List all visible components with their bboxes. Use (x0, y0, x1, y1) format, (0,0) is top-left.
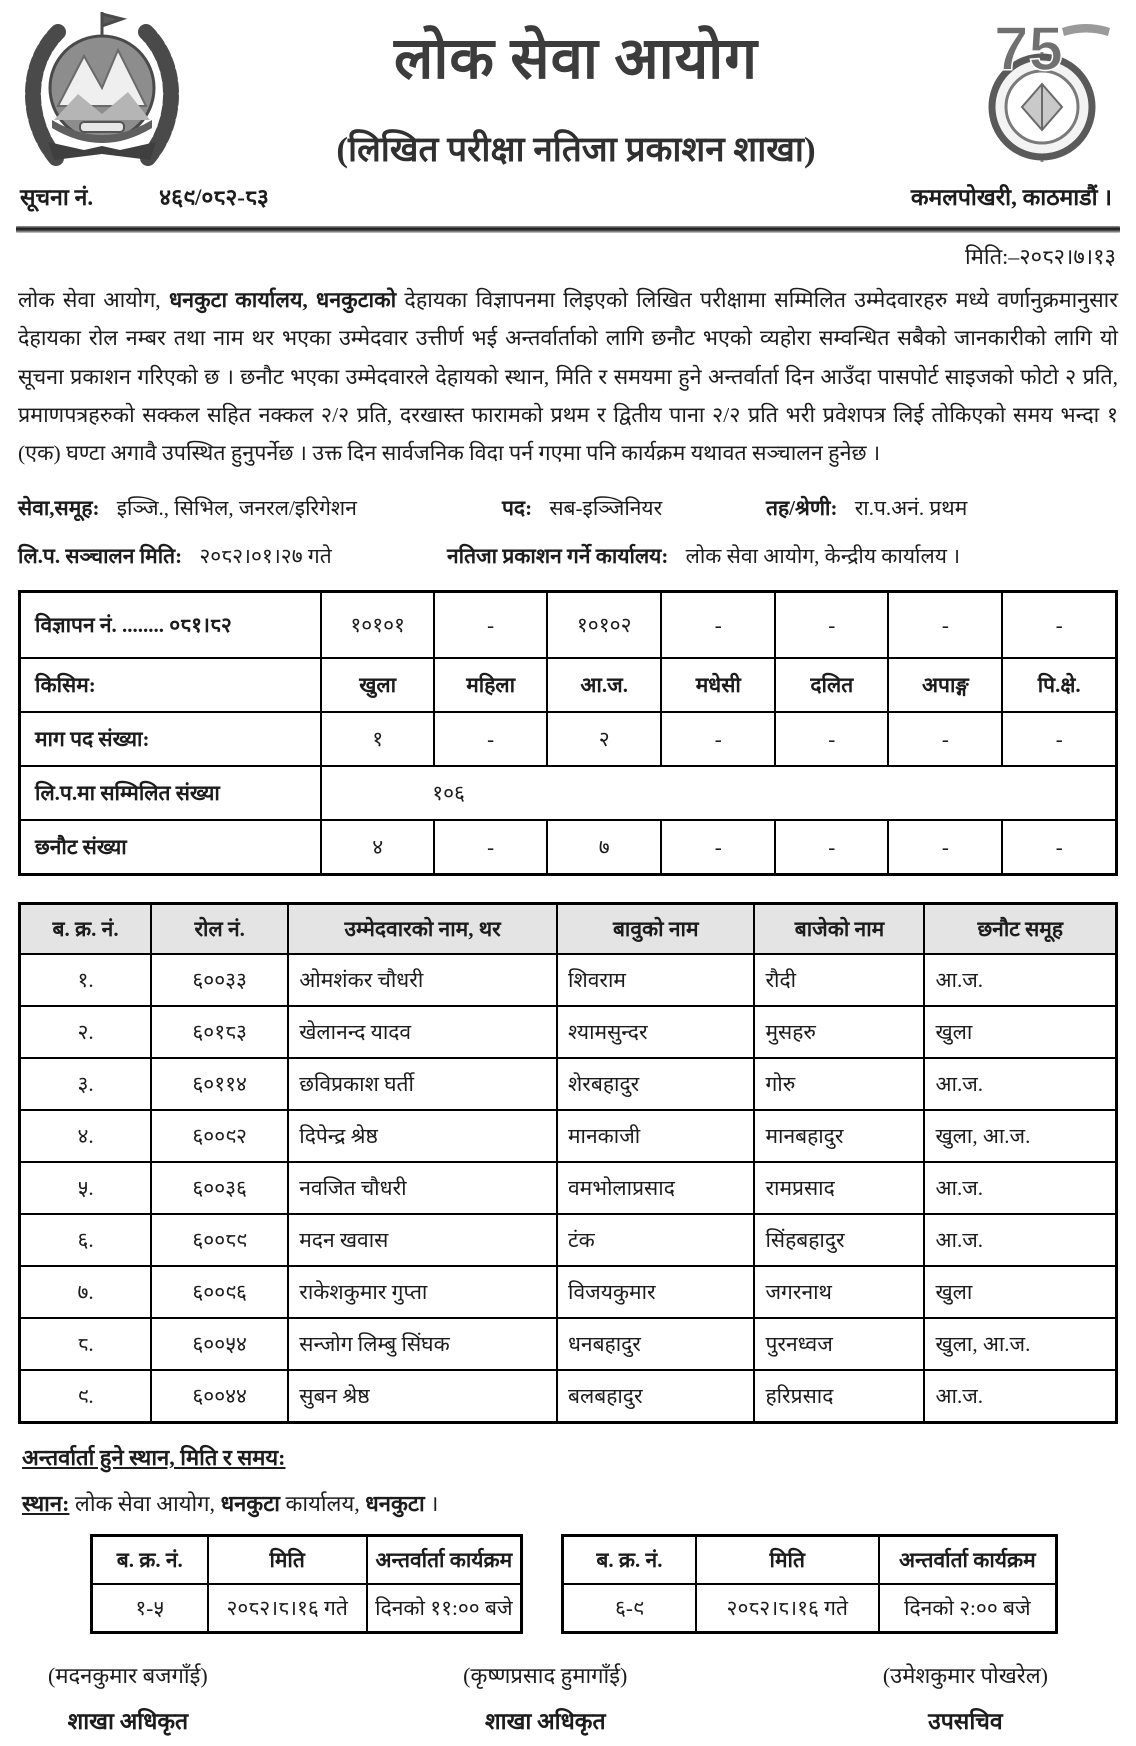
anniversary-75-logo-icon (966, 6, 1118, 164)
candidate-name: राकेशकुमार गुप्ता (288, 1266, 557, 1318)
roll-number: ६००८९ (151, 1214, 288, 1266)
paragraph-office-bold: धनकुटा कार्यालय, धनकुटाको (168, 288, 397, 312)
paragraph-text-post: देहायका विज्ञापनमा लिइएको लिखित परीक्षामा सम्मिलित उम्मेदवारहरु मध्ये वर्णानुक्रमानुसार देहायका रोल नम्बर तथा नाम थर भएका उम्मेदवार उत्तीर्ण भई अन्तर्वार्ताको लागि छनौट भएको व्यहोरा सम्वन्धित सबैको जानकारीको लागि यो सूचना प्रकाशन गरिएको छ । छनौट भएका उम्मेदवारले देहायको स्थान, मिति र समयमा हुने अन्तर्वार्ता दिन आउँदा पासपोर्ट साइजको फोटो २ प्रति, प्रमाणपत्रहरुको सक्कल सहित नक्कल २/२ प्रति, दरखास्त फारामको प्रथम र द्वितीय पाना २/२ प्रति भरी प्रवेशपत्र लिई तोकिएको समय भन्दा १ (एक) घण्टा अगावै उपस्थित हुनुपर्नेछ । उक्त दिन सार्वजनिक विदा पर्न गएमा पनि कार्यक्रम यथावत सञ्चालन हुनेछ । (18, 288, 1118, 466)
post-value: सब-इञ्जिनियर (549, 496, 663, 521)
notice-number-label: सूचना नं. (20, 185, 94, 210)
service-group (18, 494, 502, 522)
publish-date: मिति:–२०८२।७।१३ (965, 244, 1116, 269)
office-location: कमलपोखरी, काठमाडौं । (910, 185, 1112, 210)
table-row (20, 1370, 1117, 1423)
serial: ७. (20, 1266, 152, 1318)
grandfather-name: हरिप्रसाद (754, 1370, 924, 1423)
col-name: उम्मेदवारको नाम, थर (288, 904, 557, 955)
notice-left (20, 180, 269, 212)
selection-group: आ.ज. (924, 1370, 1116, 1423)
selection-group: आ.ज. (924, 954, 1116, 1006)
demand-value: - (434, 712, 547, 766)
notice-number-value: ४६९/०८२-८३ (159, 185, 269, 210)
table-row (20, 592, 1117, 659)
interview-table-1 (90, 1534, 523, 1634)
candidate-name: दिपेन्द्र श्रेष्ठ (288, 1110, 557, 1162)
signatory-title: शाखा अधिकृत (484, 1709, 606, 1735)
selection-group: खुला (924, 1266, 1116, 1318)
interview-schedule (18, 1534, 1118, 1634)
type-value: अपाङ्ग (888, 658, 1002, 712)
place-post: । (424, 1491, 439, 1517)
table-row (20, 712, 1117, 766)
page-subtitle: (लिखित परीक्षा नतिजा प्रकाशन शाखा) (336, 130, 816, 169)
roll-number: ६००५४ (151, 1318, 288, 1370)
advert-value: - (888, 592, 1002, 659)
post-label: पद: (502, 496, 533, 521)
type-value: आ.ज. (547, 658, 661, 712)
col-date: मिति (208, 1536, 367, 1585)
svg-text:75: 75 (994, 15, 1063, 84)
service-meta-row (18, 494, 1118, 522)
type-value: मधेसी (661, 658, 775, 712)
notice-paragraph (18, 281, 1118, 472)
candidate-name: खेलानन्द यादव (288, 1006, 557, 1058)
interview-time: दिनको ११:०० बजे (367, 1584, 522, 1633)
signatory-name: (कृष्णप्रसाद हुमागाँई) (463, 1663, 628, 1689)
advert-value: - (1002, 592, 1116, 659)
roll-number: ६००९२ (151, 1110, 288, 1162)
candidate-name: मदन खवास (288, 1214, 557, 1266)
type-value: खुला (321, 658, 434, 712)
col-program: अन्तर्वार्ता कार्यक्रम (879, 1536, 1057, 1585)
serial: २. (20, 1006, 152, 1058)
place-city-bold: धनकुटा (365, 1491, 425, 1517)
father-name: धनबहादुर (557, 1318, 754, 1370)
table-header-row (92, 1536, 522, 1585)
signature-1 (48, 1660, 208, 1736)
post (502, 494, 766, 522)
service-value: इञ्जि., सिभिल, जनरल/इरिगेशन (116, 496, 357, 521)
signature-2 (463, 1660, 627, 1736)
interview-heading: अन्तर्वार्ता हुने स्थान, मिति र समय: (22, 1445, 286, 1471)
signature-3 (883, 1660, 1048, 1736)
signatory-name: (मदनकुमार बजगाँई) (48, 1663, 208, 1689)
table-row (20, 1110, 1117, 1162)
page-title: लोक सेवा आयोग (394, 26, 758, 91)
father-name: बलबहादुर (557, 1370, 754, 1423)
father-name: मानकाजी (557, 1110, 754, 1162)
grandfather-name: रामप्रसाद (754, 1162, 924, 1214)
table-row (20, 658, 1117, 712)
demand-value: १ (321, 712, 434, 766)
roll-number: ६००३३ (151, 954, 288, 1006)
exam-date-value: २०८२।०१।२७ गते (199, 544, 332, 569)
advert-value: - (661, 592, 775, 659)
selected-value: - (775, 820, 888, 875)
candidate-name: ओमशंकर चौधरी (288, 954, 557, 1006)
place-pre: लोक सेवा आयोग, (69, 1491, 221, 1517)
serial: ६. (20, 1214, 152, 1266)
exam-meta-row (18, 542, 1118, 570)
col-grandfather: बाजेको नाम (754, 904, 924, 955)
father-name: शिवराम (557, 954, 754, 1006)
table-row (20, 954, 1117, 1006)
selected-value: ७ (547, 820, 661, 875)
grandfather-name: पुरनध्वज (754, 1318, 924, 1370)
interview-date: २०८२।८।१६ गते (696, 1584, 879, 1633)
table-row (20, 766, 1117, 820)
table-row (563, 1584, 1057, 1633)
grandfather-name: रौदी (754, 954, 924, 1006)
publisher-value: लोक सेवा आयोग, केन्द्रीय कार्यालय । (685, 544, 961, 569)
father-name: टंक (557, 1214, 754, 1266)
serial: ८. (20, 1318, 152, 1370)
advert-value: १०१०१ (321, 592, 434, 659)
father-name: विजयकुमार (557, 1266, 754, 1318)
col-roll: रोल नं. (151, 904, 288, 955)
father-name: वमभोलाप्रसाद (557, 1162, 754, 1214)
selected-value: - (661, 820, 775, 875)
col-serial-range: ब. क्र. नं. (92, 1536, 208, 1585)
serial: ५. (20, 1162, 152, 1214)
col-father: बावुको नाम (557, 904, 754, 955)
signature-block (18, 1660, 1118, 1736)
signatory-name: (उमेशकुमार पोखरेल) (882, 1663, 1048, 1689)
father-name: श्यामसुन्दर (557, 1006, 754, 1058)
selected-value: ४ (321, 820, 434, 875)
notice-row (18, 180, 1118, 212)
col-serial: ब. क्र. नं. (20, 904, 152, 955)
advert-value: - (775, 592, 888, 659)
grandfather-name: गोरु (754, 1058, 924, 1110)
publisher-label: नतिजा प्रकाशन गर्ने कार्यालय: (447, 544, 669, 569)
signatory-title: उपसचिव (928, 1709, 1003, 1735)
selected-value: - (888, 820, 1002, 875)
col-serial-range: ब. क्र. नं. (563, 1536, 696, 1585)
serial-range: १-५ (92, 1584, 208, 1633)
selection-group: आ.ज. (924, 1162, 1116, 1214)
appeared-value: १०६ (321, 766, 1116, 820)
serial: ३. (20, 1058, 152, 1110)
grandfather-name: जगरनाथ (754, 1266, 924, 1318)
advert-value: १०१०२ (547, 592, 661, 659)
table-row (20, 1162, 1117, 1214)
header (18, 6, 1118, 172)
roll-number: ६०१८३ (151, 1006, 288, 1058)
demand-value: - (1002, 712, 1116, 766)
table-row (20, 1214, 1117, 1266)
interview-place-line (18, 1488, 1118, 1518)
roll-number: ६००४४ (151, 1370, 288, 1423)
col-group: छनौट समूह (924, 904, 1116, 955)
nepal-coat-of-arms-icon (18, 6, 186, 164)
table-header-row (20, 904, 1117, 955)
level-label: तह/श्रेणी: (766, 496, 838, 521)
advert-value: - (434, 592, 547, 659)
selected-label: छनौट संख्या (20, 820, 322, 875)
serial: ४. (20, 1110, 152, 1162)
selection-group: खुला, आ.ज. (924, 1318, 1116, 1370)
advert-summary-table (18, 590, 1118, 876)
signatory-title: शाखा अधिकृत (67, 1709, 189, 1735)
type-value: महिला (434, 658, 547, 712)
level-value: रा.प.अनं. प्रथम (854, 496, 968, 521)
service-label: सेवा,समूह: (18, 496, 100, 521)
candidate-name: सुबन श्रेष्ठ (288, 1370, 557, 1423)
table-row (20, 1266, 1117, 1318)
grandfather-name: सिंहबहादुर (754, 1214, 924, 1266)
candidate-name: नवजित चौधरी (288, 1162, 557, 1214)
publisher (447, 542, 1118, 570)
interview-table-2 (561, 1534, 1058, 1634)
table-row (20, 1006, 1117, 1058)
candidate-name: छविप्रकाश घर्ती (288, 1058, 557, 1110)
selection-group: खुला, आ.ज. (924, 1110, 1116, 1162)
table-row (92, 1584, 522, 1633)
place-mid: कार्यालय, (280, 1491, 366, 1517)
selected-value: - (1002, 820, 1116, 875)
col-date: मिति (696, 1536, 879, 1585)
title-block (186, 6, 966, 172)
interview-time: दिनको २:०० बजे (879, 1584, 1057, 1633)
type-label: किसिम: (20, 658, 322, 712)
roll-number: ६००३६ (151, 1162, 288, 1214)
place-office-bold: धनकुटा (220, 1491, 280, 1517)
exam-date-label: लि.प. सञ्चालन मिति: (18, 544, 183, 569)
level (766, 494, 1118, 522)
grandfather-name: मानबहादुर (754, 1110, 924, 1162)
appeared-label: लि.प.मा सम्मिलित संख्या (20, 766, 322, 820)
selection-group: खुला (924, 1006, 1116, 1058)
table-row (20, 820, 1117, 875)
serial: १. (20, 954, 152, 1006)
type-value: पि.क्षे. (1002, 658, 1116, 712)
table-row (20, 1318, 1117, 1370)
demand-label: माग पद संख्या: (20, 712, 322, 766)
demand-value: - (775, 712, 888, 766)
place-label: स्थान: (22, 1491, 70, 1517)
table-row (20, 1058, 1117, 1110)
selection-group: आ.ज. (924, 1214, 1116, 1266)
col-program: अन्तर्वार्ता कार्यक्रम (367, 1536, 522, 1585)
table-header-row (563, 1536, 1057, 1585)
type-value: दलित (775, 658, 888, 712)
exam-date (18, 542, 447, 570)
father-name: शेरबहादुर (557, 1058, 754, 1110)
interview-date: २०८२।८।१६ गते (208, 1584, 367, 1633)
candidates-table (18, 902, 1118, 1424)
serial-range: ६-९ (563, 1584, 696, 1633)
selection-group: आ.ज. (924, 1058, 1116, 1110)
serial: ९. (20, 1370, 152, 1423)
advert-number-label: विज्ञापन नं. ........ ०८१।८२ (20, 592, 322, 659)
horizontal-rule (16, 226, 1120, 233)
grandfather-name: मुसहरु (754, 1006, 924, 1058)
paragraph-text-pre: लोक सेवा आयोग, (18, 288, 169, 312)
roll-number: ६०११४ (151, 1058, 288, 1110)
demand-value: - (888, 712, 1002, 766)
demand-value: - (661, 712, 775, 766)
demand-value: २ (547, 712, 661, 766)
roll-number: ६००९६ (151, 1266, 288, 1318)
candidate-name: सन्जोग लिम्बु सिंघक (288, 1318, 557, 1370)
selected-value: - (434, 820, 547, 875)
